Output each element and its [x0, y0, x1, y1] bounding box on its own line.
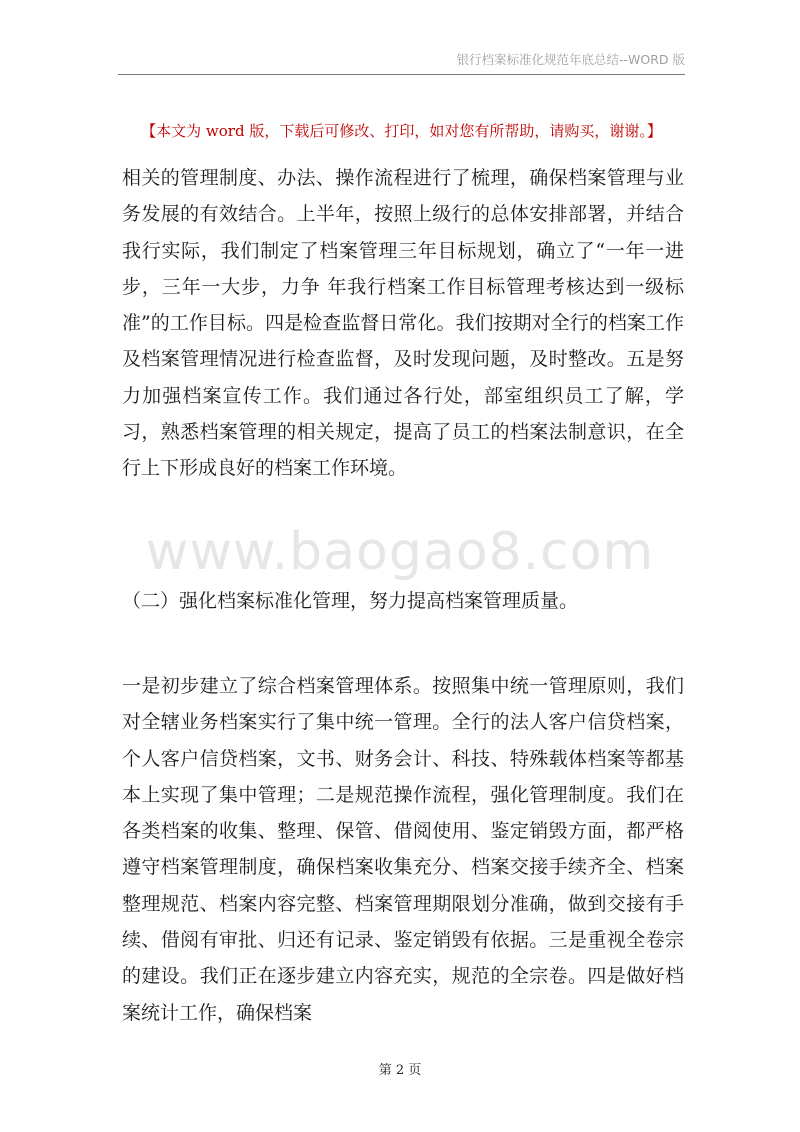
section-heading: （二）强化档案标准化管理，努力提高档案管理质量。 — [122, 590, 579, 612]
watermark: www.baogao8.com — [145, 522, 655, 582]
header-divider — [118, 74, 685, 75]
page-number: 第 2 页 — [378, 1063, 422, 1078]
body-paragraph-2: 一是初步建立了综合档案管理体系。按照集中统一管理原则，我们对全辖业务档案实行了集中统一管理。全行的法人客户信贷档案，个人客户信贷档案，文书、财务会计、科技、特殊载体档案等都基本上实现了集中管理；二是规范操作流程，强化管理制度。我们在各类档案的收集、整理、保管、借阅使用、鉴定销毁方面，都严格遵守档案管理制度，确保档案收集充分、档案交接手续齐全、档案整理规范、档案内容完整、档案管理期限划分准确，做到交接有手续、借阅有审批、归还有记录、鉴定销毁有依据。三是重视全卷宗的建设。我们正在逐步建立内容充实，规范的全宗卷。四是做好档案统计工作，确保档案 — [122, 675, 684, 1024]
header-document-title: 银行档案标准化规范年底总结--WORD 版 — [456, 52, 685, 67]
body-paragraph-1: 相关的管理制度、办法、操作流程进行了梳理，确保档案管理与业务发展的有效结合。上半年，按照上级行的总体安排部署，并结合我行实际，我们制定了档案管理三年目标规划，确立了“一年一进步，三年一大步，力争 年我行档案工作目标管理考核达到一级标准”的工作目标。四是检查监督日常化。我们按期对全行的档案工作及档案管理情况进行检查监督，及时发现问题，及时整改。五是努力加强档案宣传工作。我们通过各行处，部室组织员工了解，学习，熟悉档案管理的相关规定，提高了员工的档案法制意识，在全行上下形成良好的档案工作环境。 — [122, 167, 684, 480]
download-notice: 【本文为 word 版，下载后可修改、打印，如对您有所帮助，请购买，谢谢。】 — [141, 122, 662, 140]
